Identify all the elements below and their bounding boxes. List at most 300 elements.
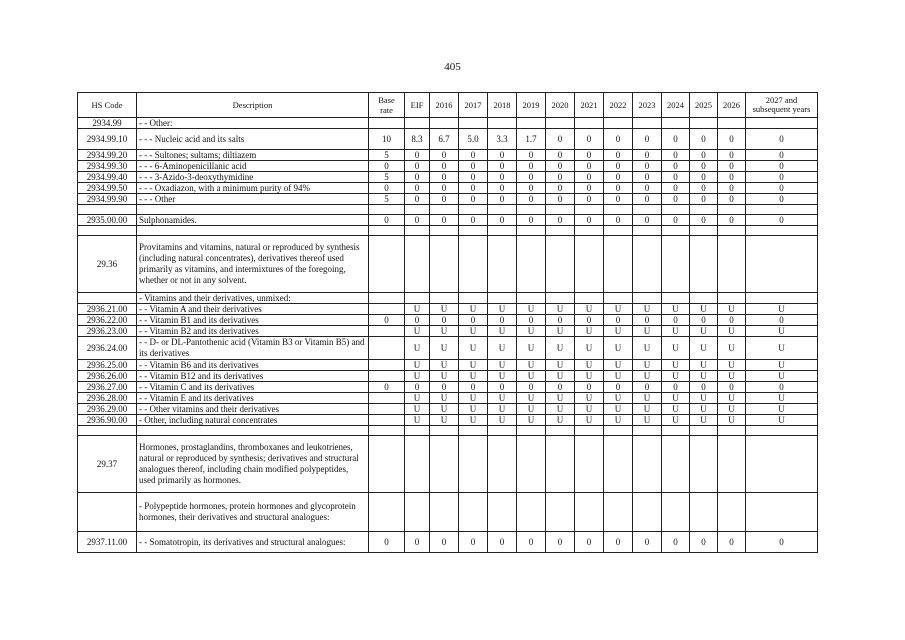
hs-code-cell: 2936.29.00	[78, 404, 137, 415]
column-header: 2023	[633, 93, 662, 118]
rate-cell	[369, 493, 405, 532]
rate-cell: U	[718, 393, 746, 404]
rate-cell: 0	[718, 183, 746, 194]
rate-cell: U	[633, 371, 662, 382]
rate-cell: 0	[633, 150, 662, 161]
rate-cell: U	[718, 337, 746, 360]
rate-cell	[369, 304, 405, 315]
rate-cell: U	[405, 360, 430, 371]
rate-cell: 0	[517, 315, 546, 326]
description-cell: - - Somatotropin, its derivatives and structural analogues:	[137, 532, 369, 553]
rate-cell: 0	[369, 183, 405, 194]
rate-cell: U	[575, 404, 604, 415]
rate-cell	[575, 436, 604, 493]
rate-cell: 0	[517, 382, 546, 393]
column-header: 2021	[575, 93, 604, 118]
rate-cell: 0	[746, 315, 818, 326]
rate-cell: U	[546, 337, 575, 360]
rate-cell	[517, 426, 546, 436]
rate-cell: U	[546, 360, 575, 371]
rate-cell: 0	[718, 150, 746, 161]
rate-cell: 0	[405, 172, 430, 183]
rate-cell: 0	[662, 150, 690, 161]
rate-cell	[633, 426, 662, 436]
rate-cell	[604, 226, 633, 236]
rate-cell: 0	[575, 150, 604, 161]
column-header: 2022	[604, 93, 633, 118]
rate-cell	[690, 426, 718, 436]
description-cell: - - - Nucleic acid and its salts	[137, 129, 369, 150]
rate-cell	[746, 493, 818, 532]
column-header: Description	[137, 93, 369, 118]
rate-cell	[369, 293, 405, 304]
rate-cell: 0	[746, 183, 818, 194]
rate-cell: 0	[662, 194, 690, 205]
rate-cell: 0	[405, 150, 430, 161]
rate-cell: U	[690, 404, 718, 415]
rate-cell	[459, 426, 488, 436]
description-cell: - - Vitamin C and its derivatives	[137, 382, 369, 393]
rate-cell: 0	[662, 183, 690, 194]
hs-code-cell: 2936.21.00	[78, 304, 137, 315]
rate-cell: U	[488, 304, 517, 315]
rate-cell	[546, 226, 575, 236]
rate-cell: 1.7	[517, 129, 546, 150]
rate-cell: 0	[488, 161, 517, 172]
rate-cell: 0	[575, 194, 604, 205]
rate-cell: U	[604, 415, 633, 426]
rate-cell: U	[430, 360, 459, 371]
rate-cell	[517, 436, 546, 493]
rate-cell: U	[430, 326, 459, 337]
rate-cell: 0	[459, 183, 488, 194]
table-row	[78, 293, 818, 304]
rate-cell	[575, 226, 604, 236]
description-cell: - Other, including natural concentrates	[137, 415, 369, 426]
rate-cell: U	[459, 393, 488, 404]
rate-cell: 0	[690, 382, 718, 393]
rate-cell: 0	[746, 532, 818, 553]
column-header: HS Code	[78, 93, 137, 118]
rate-cell: U	[662, 337, 690, 360]
column-header: 2018	[488, 93, 517, 118]
rate-cell: 0	[746, 150, 818, 161]
rate-cell: U	[633, 404, 662, 415]
rate-cell	[718, 118, 746, 129]
rate-cell	[575, 293, 604, 304]
rate-cell	[546, 426, 575, 436]
rate-cell: U	[517, 393, 546, 404]
rate-cell	[488, 236, 517, 293]
table-row	[78, 304, 818, 315]
rate-cell: U	[405, 371, 430, 382]
rate-cell	[459, 436, 488, 493]
rate-cell	[633, 293, 662, 304]
rate-cell: 0	[459, 161, 488, 172]
rate-cell	[405, 236, 430, 293]
column-header: 2020	[546, 93, 575, 118]
rate-cell	[459, 293, 488, 304]
rate-cell: U	[633, 326, 662, 337]
rate-cell: U	[488, 415, 517, 426]
rate-cell: U	[690, 415, 718, 426]
rate-cell: U	[430, 404, 459, 415]
rate-cell: U	[430, 371, 459, 382]
description-cell: - - Vitamin B12 and its derivatives	[137, 371, 369, 382]
table-row	[78, 161, 818, 172]
rate-cell	[575, 205, 604, 215]
rate-cell	[517, 293, 546, 304]
rate-cell: U	[517, 326, 546, 337]
rate-cell: 0	[575, 215, 604, 226]
rate-cell: 0	[718, 194, 746, 205]
rate-cell: U	[746, 415, 818, 426]
rate-cell: 0	[488, 382, 517, 393]
rate-cell	[369, 404, 405, 415]
rate-cell	[690, 236, 718, 293]
rate-cell: 0	[604, 382, 633, 393]
table-row	[78, 205, 818, 215]
rate-cell: U	[459, 304, 488, 315]
rate-cell: 0	[488, 183, 517, 194]
rate-cell: 0	[430, 161, 459, 172]
rate-cell	[546, 236, 575, 293]
rate-cell: 0	[459, 215, 488, 226]
rate-cell: 0	[604, 161, 633, 172]
description-cell	[137, 205, 369, 215]
table-row	[78, 215, 818, 226]
rate-cell: 0	[604, 172, 633, 183]
hs-code-cell: 2934.99.30	[78, 161, 137, 172]
rate-cell	[746, 426, 818, 436]
description-cell: Provitamins and vitamins, natural or reproduced by synthesis (including natural concentrates), derivatives thereof used primarily as vitamins, and intermixtures of the foregoing, whether or not in any solvent.	[137, 236, 369, 293]
rate-cell: U	[517, 415, 546, 426]
rate-cell: 0	[575, 382, 604, 393]
rate-cell: 0	[633, 183, 662, 194]
description-cell	[137, 226, 369, 236]
rate-cell	[430, 426, 459, 436]
rate-cell: 0	[746, 194, 818, 205]
rate-cell	[690, 226, 718, 236]
rate-cell: 0	[430, 150, 459, 161]
description-cell: - Vitamins and their derivatives, unmixed:	[137, 293, 369, 304]
rate-cell: U	[546, 415, 575, 426]
rate-cell	[662, 205, 690, 215]
rate-cell: 0	[633, 161, 662, 172]
column-header: 2016	[430, 93, 459, 118]
rate-cell: U	[690, 360, 718, 371]
column-header: EIF	[405, 93, 430, 118]
rate-cell: U	[459, 326, 488, 337]
rate-cell	[369, 337, 405, 360]
rate-cell: U	[488, 393, 517, 404]
rate-cell: 0	[690, 532, 718, 553]
rate-cell: 0	[488, 532, 517, 553]
table-row	[78, 236, 818, 293]
rate-cell: 0	[488, 172, 517, 183]
rate-cell	[604, 118, 633, 129]
description-cell: - - Vitamin B6 and its derivatives	[137, 360, 369, 371]
rate-cell: 0	[690, 194, 718, 205]
rate-cell: 0	[604, 532, 633, 553]
description-cell: - - - Oxadiazon, with a minimum purity of 94%	[137, 183, 369, 194]
rate-cell	[517, 205, 546, 215]
rate-cell: 6.7	[430, 129, 459, 150]
rate-cell: U	[488, 360, 517, 371]
rate-cell: U	[662, 304, 690, 315]
hs-code-cell: 2934.99	[78, 118, 137, 129]
rate-cell	[718, 426, 746, 436]
rate-cell	[405, 293, 430, 304]
rate-cell	[405, 205, 430, 215]
rate-cell	[369, 426, 405, 436]
rate-cell	[662, 226, 690, 236]
rate-cell	[662, 293, 690, 304]
rate-cell: U	[718, 371, 746, 382]
rate-cell	[604, 493, 633, 532]
rate-cell: 0	[746, 161, 818, 172]
rate-cell	[430, 205, 459, 215]
rate-cell: 0	[546, 172, 575, 183]
rate-cell: 0	[430, 532, 459, 553]
rate-cell	[746, 236, 818, 293]
hs-code-cell: 29.36	[78, 236, 137, 293]
rate-cell: U	[662, 415, 690, 426]
rate-cell: U	[546, 393, 575, 404]
rate-cell: 0	[575, 161, 604, 172]
rate-cell: 0	[546, 150, 575, 161]
rate-cell	[430, 436, 459, 493]
rate-cell: U	[662, 371, 690, 382]
rate-cell: 0	[430, 183, 459, 194]
description-cell: - - - Sultones; sultams; diltiazem	[137, 150, 369, 161]
rate-cell: 0	[718, 172, 746, 183]
rate-cell: U	[746, 393, 818, 404]
rate-cell: U	[604, 326, 633, 337]
rate-cell	[746, 205, 818, 215]
rate-cell	[575, 118, 604, 129]
rate-cell	[488, 426, 517, 436]
rate-cell	[604, 205, 633, 215]
rate-cell: 0	[517, 161, 546, 172]
rate-cell: 0	[488, 315, 517, 326]
rate-cell	[604, 436, 633, 493]
rate-cell: 0	[459, 315, 488, 326]
rate-cell	[369, 226, 405, 236]
rate-cell	[662, 118, 690, 129]
rate-cell: 0	[718, 382, 746, 393]
rate-cell	[405, 226, 430, 236]
rate-cell: U	[405, 326, 430, 337]
rate-cell	[746, 436, 818, 493]
rate-cell	[369, 393, 405, 404]
rate-cell: 0	[690, 315, 718, 326]
rate-cell: 0	[546, 215, 575, 226]
rate-cell	[369, 118, 405, 129]
rate-cell	[690, 118, 718, 129]
rate-cell: 0	[546, 315, 575, 326]
rate-cell	[575, 236, 604, 293]
rate-cell: 0	[430, 382, 459, 393]
rate-cell: U	[690, 304, 718, 315]
rate-cell: 0	[405, 161, 430, 172]
rate-cell: U	[488, 326, 517, 337]
table-row	[78, 360, 818, 371]
tariff-schedule-table	[77, 92, 818, 553]
rate-cell: U	[459, 415, 488, 426]
table-row	[78, 118, 818, 129]
rate-cell: 0	[459, 150, 488, 161]
rate-cell: 0	[690, 161, 718, 172]
rate-cell: 0	[517, 532, 546, 553]
rate-cell: 0	[746, 129, 818, 150]
rate-cell: 0	[459, 172, 488, 183]
rate-cell: 0	[517, 183, 546, 194]
rate-cell: 0	[405, 315, 430, 326]
hs-code-cell: 2934.99.90	[78, 194, 137, 205]
description-cell: Sulphonamides.	[137, 215, 369, 226]
rate-cell: U	[575, 304, 604, 315]
rate-cell	[690, 205, 718, 215]
description-cell: - - - Other	[137, 194, 369, 205]
rate-cell: U	[488, 404, 517, 415]
rate-cell: 0	[633, 194, 662, 205]
rate-cell: U	[604, 404, 633, 415]
description-cell: - - - 6-Aminopenicillanic acid	[137, 161, 369, 172]
rate-cell	[459, 226, 488, 236]
rate-cell: U	[405, 404, 430, 415]
hs-code-cell: 2936.90.00	[78, 415, 137, 426]
rate-cell: 0	[662, 382, 690, 393]
rate-cell: U	[575, 393, 604, 404]
column-header: 2017	[459, 93, 488, 118]
rate-cell	[718, 226, 746, 236]
rate-cell	[369, 415, 405, 426]
rate-cell: 3.3	[488, 129, 517, 150]
rate-cell: 5.0	[459, 129, 488, 150]
description-cell: - - Vitamin A and their derivatives	[137, 304, 369, 315]
rate-cell	[604, 426, 633, 436]
rate-cell: 0	[662, 532, 690, 553]
rate-cell	[517, 236, 546, 293]
rate-cell: 0	[746, 172, 818, 183]
rate-cell	[575, 426, 604, 436]
rate-cell: U	[575, 337, 604, 360]
table-row	[78, 382, 818, 393]
rate-cell: 0	[488, 194, 517, 205]
rate-cell: U	[633, 393, 662, 404]
rate-cell: 0	[430, 172, 459, 183]
rate-cell: U	[430, 304, 459, 315]
rate-cell	[405, 436, 430, 493]
hs-code-cell: 2936.26.00	[78, 371, 137, 382]
rate-cell: U	[405, 415, 430, 426]
rate-cell	[546, 118, 575, 129]
rate-cell: U	[405, 337, 430, 360]
rate-cell: 0	[718, 129, 746, 150]
description-cell: - - Vitamin E and its derivatives	[137, 393, 369, 404]
rate-cell: 0	[604, 315, 633, 326]
description-cell: - - Vitamin B1 and its derivatives	[137, 315, 369, 326]
rate-cell: 0	[430, 215, 459, 226]
rate-cell: 0	[690, 215, 718, 226]
rate-cell	[718, 493, 746, 532]
description-cell: - - Other:	[137, 118, 369, 129]
rate-cell: 0	[690, 183, 718, 194]
rate-cell: 0	[517, 215, 546, 226]
rate-cell: U	[604, 304, 633, 315]
description-cell	[137, 426, 369, 436]
rate-cell: 0	[604, 215, 633, 226]
table-row	[78, 183, 818, 194]
table-header-row	[78, 93, 818, 118]
rate-cell: U	[633, 337, 662, 360]
table-row	[78, 194, 818, 205]
rate-cell: U	[546, 304, 575, 315]
rate-cell: U	[517, 304, 546, 315]
rate-cell	[575, 493, 604, 532]
rate-cell	[369, 436, 405, 493]
rate-cell: 0	[369, 161, 405, 172]
rate-cell: 0	[662, 315, 690, 326]
table-row	[78, 493, 818, 532]
rate-cell: 0	[546, 161, 575, 172]
rate-cell: U	[546, 326, 575, 337]
rate-cell: 0	[405, 215, 430, 226]
hs-code-cell: 2936.23.00	[78, 326, 137, 337]
rate-cell: 0	[405, 532, 430, 553]
rate-cell: U	[459, 404, 488, 415]
table-row	[78, 129, 818, 150]
rate-cell: U	[488, 371, 517, 382]
rate-cell: U	[746, 304, 818, 315]
rate-cell	[690, 293, 718, 304]
rate-cell	[662, 493, 690, 532]
rate-cell: 0	[369, 315, 405, 326]
rate-cell	[430, 118, 459, 129]
rate-cell: 0	[662, 161, 690, 172]
rate-cell	[633, 205, 662, 215]
rate-cell: U	[430, 337, 459, 360]
hs-code-cell: 2937.11.00	[78, 532, 137, 553]
table-row	[78, 326, 818, 337]
rate-cell	[459, 205, 488, 215]
rate-cell: U	[746, 360, 818, 371]
rate-cell: U	[604, 360, 633, 371]
column-header: 2019	[517, 93, 546, 118]
hs-code-cell	[78, 293, 137, 304]
rate-cell: U	[662, 326, 690, 337]
rate-cell: U	[604, 393, 633, 404]
hs-code-cell: 2934.99.50	[78, 183, 137, 194]
rate-cell: U	[746, 404, 818, 415]
rate-cell: U	[718, 304, 746, 315]
rate-cell: U	[718, 415, 746, 426]
rate-cell: 0	[718, 315, 746, 326]
rate-cell: U	[662, 393, 690, 404]
rate-cell: 0	[718, 215, 746, 226]
rate-cell: U	[517, 360, 546, 371]
hs-code-cell: 2936.28.00	[78, 393, 137, 404]
rate-cell	[369, 360, 405, 371]
hs-code-cell: 2936.24.00	[78, 337, 137, 360]
rate-cell: 10	[369, 129, 405, 150]
rate-cell	[546, 436, 575, 493]
rate-cell: 5	[369, 172, 405, 183]
rate-cell: 0	[546, 194, 575, 205]
rate-cell	[662, 436, 690, 493]
rate-cell: U	[459, 371, 488, 382]
